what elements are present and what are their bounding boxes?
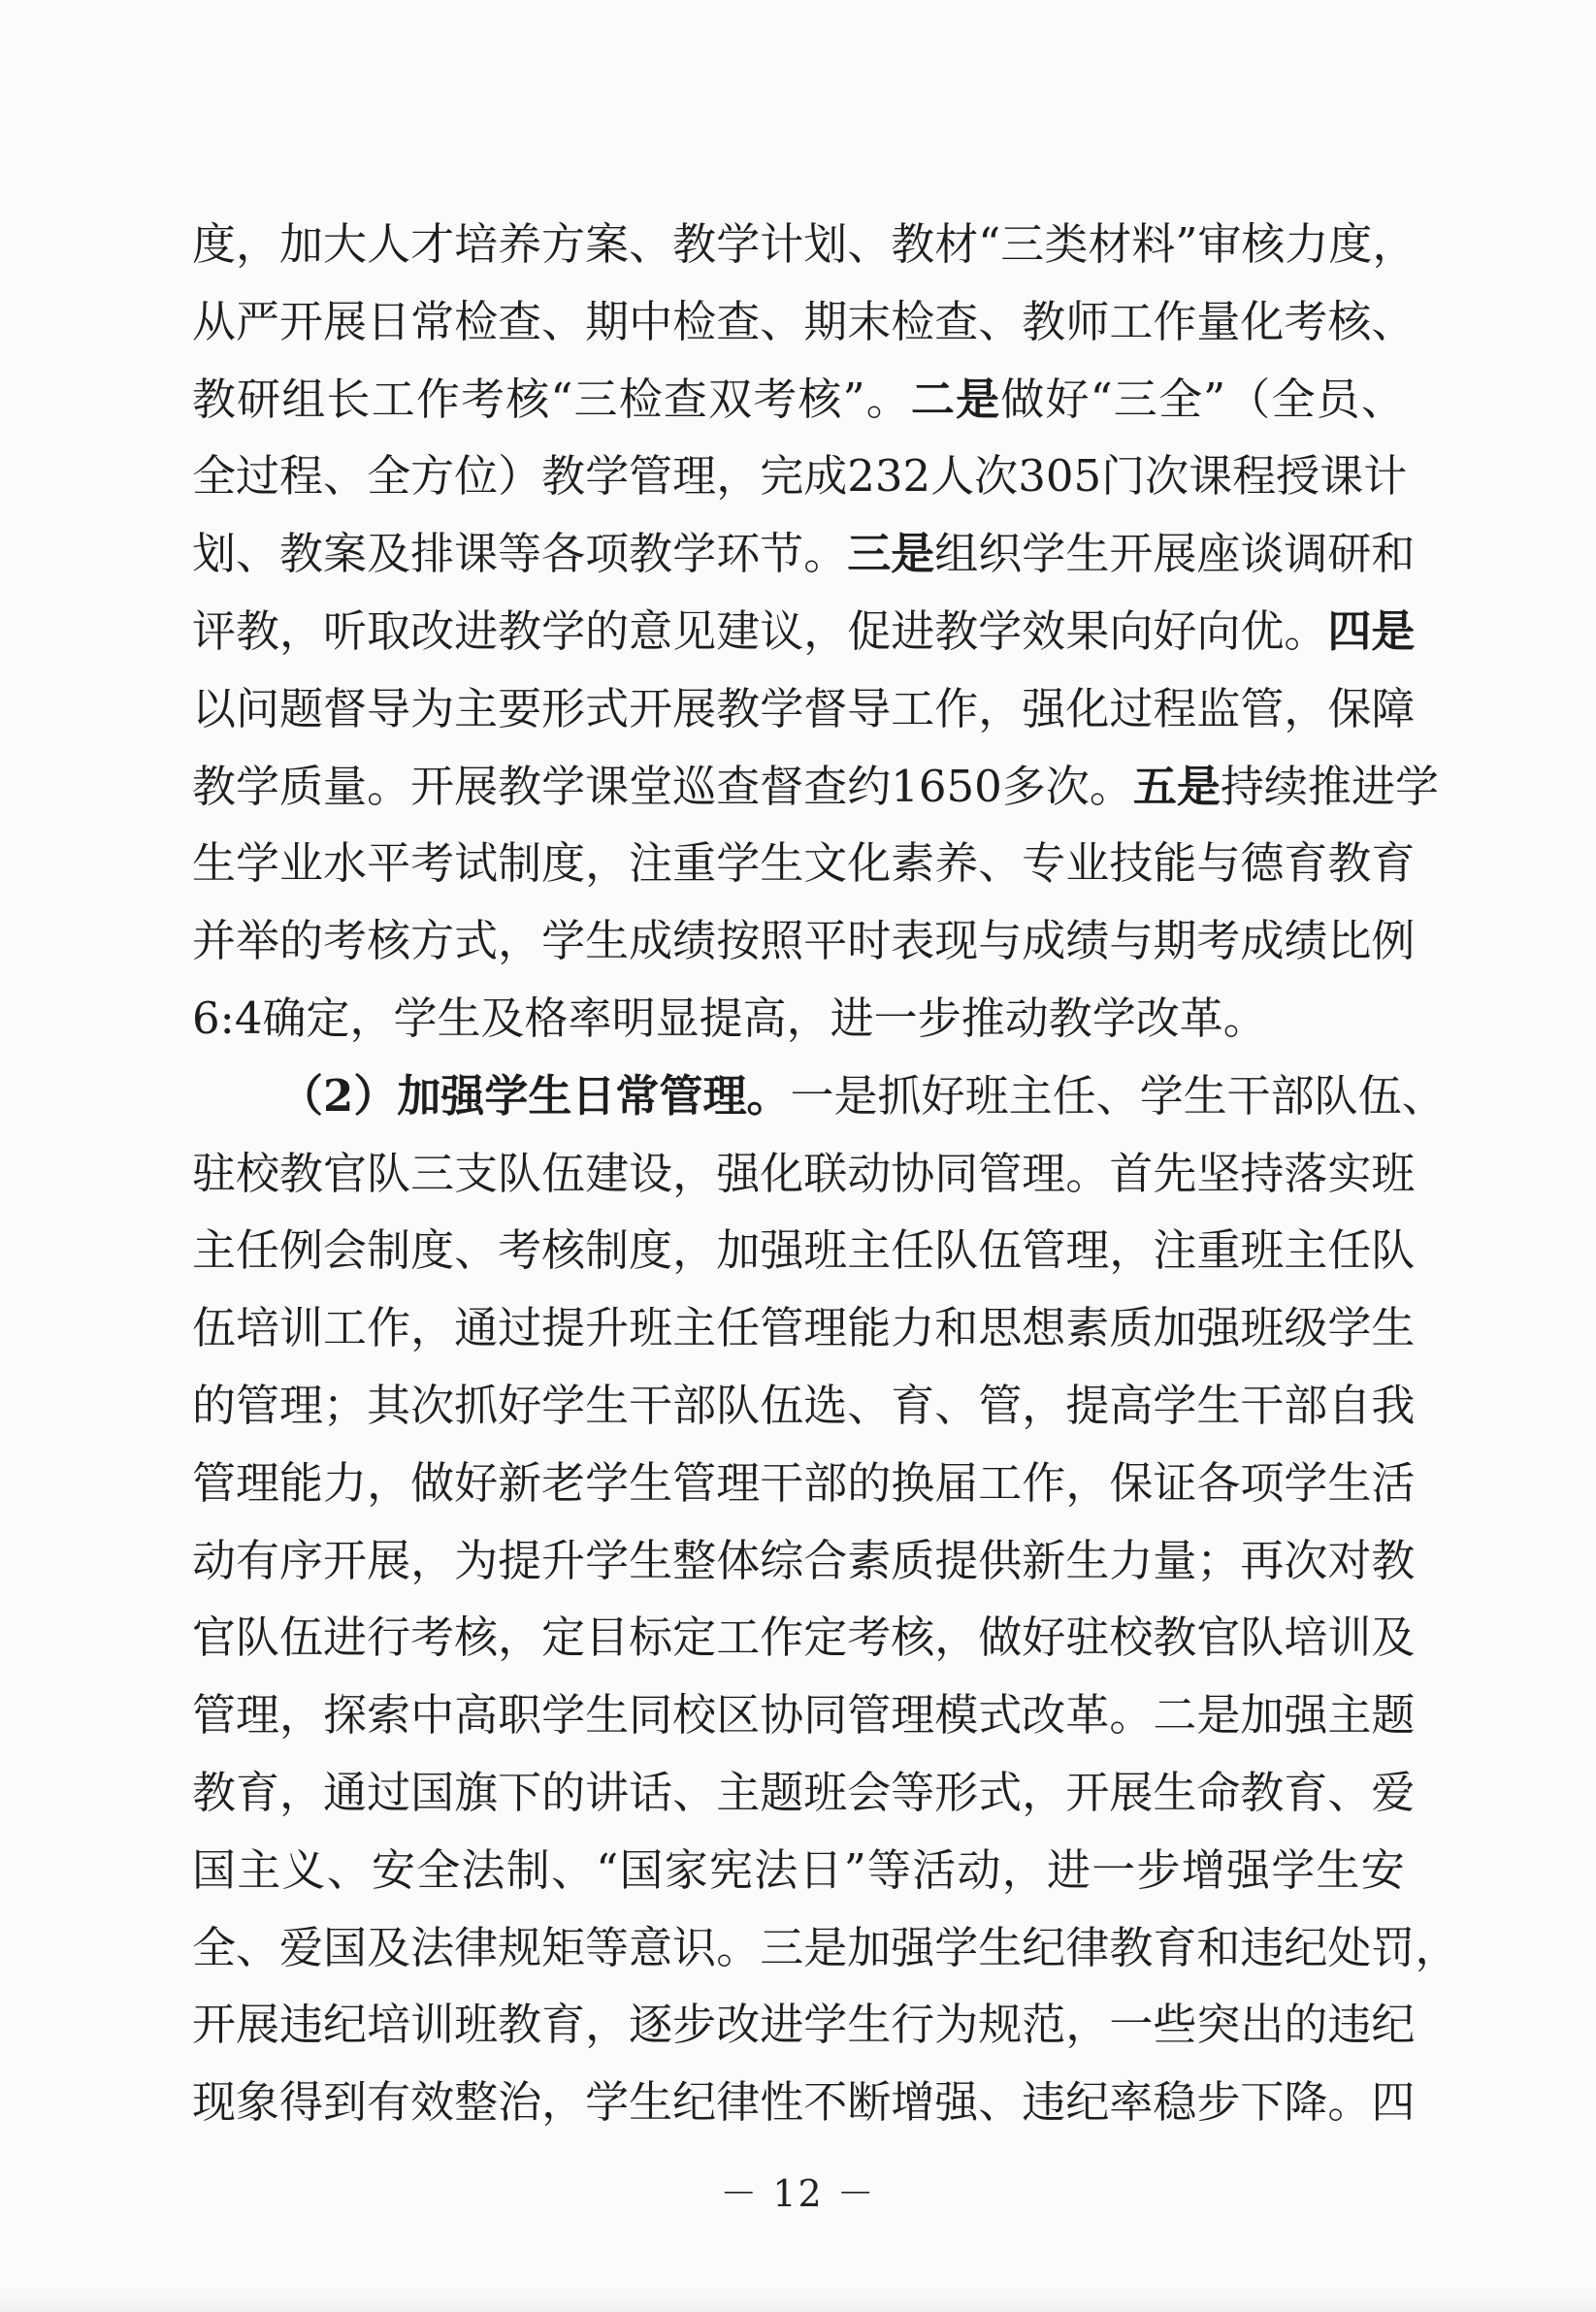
scan-shadow xyxy=(0,2287,1596,2312)
text-line: 并 举 的 考 核 方 式 ， 学 生 成 绩 按 照 平 时 表 现 与 成 绩 与 期 考 成 绩 比 例 xyxy=(192,915,1416,967)
text-line: 教 学 质 量 。 开 展 教 学 课 堂 巡 查 督 查 约 1 6 5 0 多 次 。 五 是 持 续 推 进 学 xyxy=(192,760,1439,812)
text-line: 生 学 业 水 平 考 试 制 度 ， 注 重 学 生 文 化 素 养 、 专 业 技 能 与 德 育 教 育 xyxy=(192,837,1416,890)
text-line: 全 过 程 、 全 方 位 ） 教 学 管 理 ， 完 成 2 3 2 人 次 3 0 5 门 次 课 程 授 课 计 xyxy=(192,450,1408,503)
text-line: 度 ， 加 大 人 才 培 养 方 案 、 教 学 计 划 、 教 材 “ 三 类 材 料 ” 审 核 力 度 ， xyxy=(192,218,1417,270)
text-line: 伍 培 训 工 作 ， 通 过 提 升 班 主 任 管 理 能 力 和 思 想 素 质 加 强 班 级 学 生 xyxy=(192,1302,1416,1354)
text-line: 教 育 ， 通 过 国 旗 下 的 讲 话 、 主 题 班 会 等 形 式 ， 开 展 生 命 教 育 、 爱 xyxy=(192,1766,1416,1818)
text-line: 驻 校 教 官 队 三 支 队 伍 建 设 ， 强 化 联 动 协 同 管 理 。 首 先 坚 持 落 实 班 xyxy=(192,1147,1416,1199)
text-line: 教 研 组 长 工 作 考 核 “ 三 检 查 双 考 核 ” 。 二 是 做 好 “ 三 全 ” （ 全 员 、 xyxy=(192,373,1405,425)
text-line: 从 严 开 展 日 常 检 查 、 期 中 检 查 、 期 末 检 查 、 教 师 工 作 量 化 考 核 、 xyxy=(192,295,1416,347)
text-line: 的 管 理 ； 其 次 抓 好 学 生 干 部 队 伍 选 、 育 、 管 ， 提 高 学 生 干 部 自 我 xyxy=(192,1379,1416,1431)
text-line: 以 问 题 督 导 为 主 要 形 式 开 展 教 学 督 导 工 作 ， 强 化 过 程 监 管 ， 保 障 xyxy=(192,682,1416,734)
text-line: （ 2 ） 加 强 学 生 日 常 管 理 。 一 是 抓 好 班 主 任 、 学 生 干 部 队 伍 、 xyxy=(279,1069,1446,1122)
text-line: 国 主 义 、 安 全 法 制 、 “ 国 家 宪 法 日 ” 等 活 动 ， 进 一 步 增 强 学 生 安 xyxy=(192,1843,1405,1896)
text-line: 官 队 伍 进 行 考 核 ， 定 目 标 定 工 作 定 考 核 ， 做 好 驻 校 教 官 队 培 训 及 xyxy=(192,1612,1416,1664)
text-line: 主 任 例 会 制 度 、 考 核 制 度 ， 加 强 班 主 任 队 伍 管 理 ， 注 重 班 主 任 队 xyxy=(192,1224,1416,1277)
text-line: 管 理 ， 探 索 中 高 职 学 生 同 校 区 协 同 管 理 模 式 改 革 。 二 是 加 强 主 题 xyxy=(192,1689,1416,1742)
text-line: 评 教 ， 听 取 改 进 教 学 的 意 见 建 议 ， 促 进 教 学 效 果 向 好 向 优 。 四 是 xyxy=(192,604,1416,657)
text-line: 全 、 爱 国 及 法 律 规 矩 等 意 识 。 三 是 加 强 学 生 纪 律 教 育 和 违 纪 处 罚 ， xyxy=(192,1921,1459,1973)
document-body xyxy=(192,206,1459,2141)
text-line: 6 : 4 确 定 ， 学 生 及 格 率 明 显 提 高 ， 进 一 步 推 动 教 学 改 革 。 xyxy=(192,992,1267,1044)
text-line: 动 有 序 开 展 ， 为 提 升 学 生 整 体 综 合 素 质 提 供 新 生 力 量 ； 再 次 对 教 xyxy=(192,1534,1416,1586)
page-number: － 12 － xyxy=(720,2172,876,2215)
text-line: 管 理 能 力 ， 做 好 新 老 学 生 管 理 干 部 的 换 届 工 作 ， 保 证 各 项 学 生 活 xyxy=(192,1456,1416,1509)
text-line: 划 、 教 案 及 排 课 等 各 项 教 学 环 节 。 三 是 组 织 学 生 开 展 座 谈 调 研 和 xyxy=(192,528,1416,580)
text-line: 开 展 违 纪 培 训 班 教 育 ， 逐 步 改 进 学 生 行 为 规 范 ， 一 些 突 出 的 违 纪 xyxy=(192,1999,1416,2051)
text-line: 现 象 得 到 有 效 整 治 ， 学 生 纪 律 性 不 断 增 强 、 违 纪 率 稳 步 下 降 。 四 xyxy=(192,2076,1416,2129)
